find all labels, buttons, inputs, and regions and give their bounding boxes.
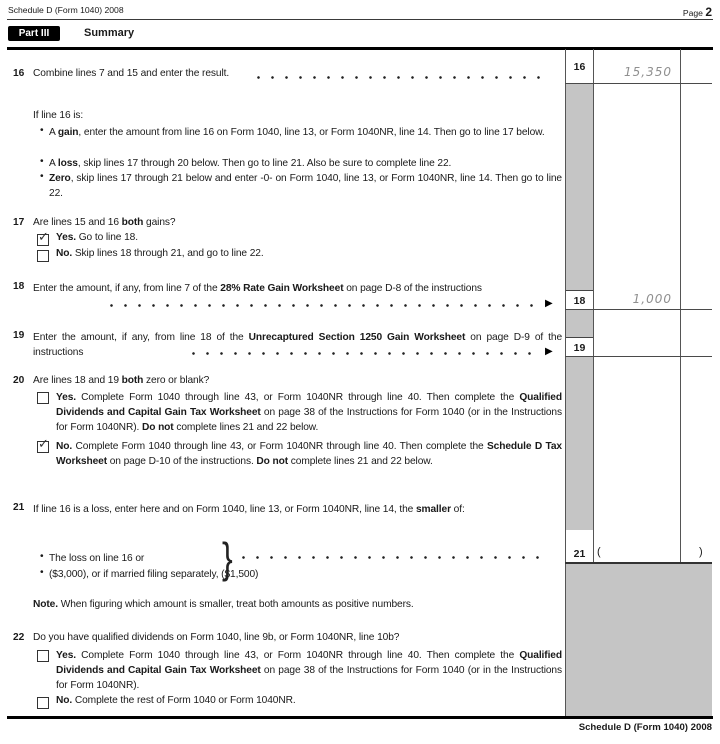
table-border-left (565, 49, 566, 718)
line-18-box-label: 18 (566, 290, 593, 310)
row-line-16-rule (565, 83, 712, 84)
header-rule (7, 19, 713, 20)
checkbox-22-no[interactable] (37, 697, 49, 709)
arrow-right-icon: ▶ (545, 298, 553, 309)
line-20-number: 20 (13, 375, 25, 386)
checkbox-20-no[interactable] (37, 437, 49, 453)
check-icon: ✓ (38, 230, 49, 245)
line-22-question: Do you have qualified dividends on Form 1040, line 9b, or Form 1040NR, line 10b? (33, 632, 400, 643)
bottom-rule (7, 716, 713, 719)
row-line-21-rule (565, 562, 712, 564)
bullet-icon: • (40, 567, 44, 578)
part-iii-badge: Part III (8, 26, 60, 41)
line-16-branch-intro: If line 16 is: (33, 110, 84, 121)
dot-leader (257, 76, 550, 79)
line-17-yes-label: Yes. Go to line 18. (56, 232, 138, 243)
page-label: Page (682, 8, 703, 18)
checkbox-20-yes[interactable] (37, 392, 49, 404)
bullet-icon: • (40, 171, 44, 182)
line-21-number: 21 (13, 502, 25, 513)
check-icon: ✓ (38, 437, 49, 452)
row-line-18-rule (565, 309, 712, 310)
header-page (683, 5, 712, 19)
line-16-bullet-zero (40, 171, 562, 201)
bottom-shaded-block (566, 564, 712, 716)
line-18-amount-field[interactable]: 1,000 (632, 292, 672, 306)
line-18-number: 18 (13, 281, 25, 292)
line-21-text: If line 16 is a loss, enter here and on Form 1040, line 13, or Form 1040NR, line 14, the smaller of: (33, 504, 465, 515)
line-22-yes-label: Yes. Complete Form 1040 through line 43, or Form 1040NR through line 40. Then complete the Qualified Dividends and Capital Gain Tax Worksheet on page 38 of the Instructions for Form 1040 (or in the Instructions for Form 1040NR). (56, 650, 562, 691)
bullet-text: ($3,000), or if married filing separately, ($1,500) (49, 569, 259, 580)
row-line-19-rule (565, 356, 712, 357)
footer-form-title: Schedule D (Form 1040) 2008 (578, 722, 712, 733)
line-16-text: Combine lines 7 and 15 and enter the result. (33, 68, 230, 79)
line-20-no-label: No. Complete Form 1040 through line 43, or Form 1040NR through line 40. Then complete the Schedule D Tax Worksheet on page D-10 of the instructions. Do not complete lines 21 and 22 below. (56, 441, 562, 467)
checkbox-17-yes[interactable] (37, 230, 49, 246)
line-21-paren-close: ) (699, 546, 703, 558)
line-16-bullet-loss (40, 156, 562, 171)
line-21-option-3000 (40, 567, 320, 582)
checkbox-22-yes[interactable] (37, 650, 49, 662)
line-21-note: Note. When figuring which amount is smaller, treat both amounts as positive numbers. (33, 599, 414, 610)
part-iii-title: Summary (84, 27, 135, 39)
bullet-text: Zero, skip lines 17 through 21 below and enter -0- on Form 1040, line 13, or Form 1040NR, line 14. Then go to line 22. (49, 173, 562, 199)
header-form-title: Schedule D (Form 1040) 2008 (8, 5, 124, 15)
line-19-text: Enter the amount, if any, from line 18 of the Unrecaptured Section 1250 Gain Worksheet on page D-9 of the instructions (33, 332, 563, 358)
line-16-amount-field[interactable]: 15,350 (624, 65, 672, 79)
line-21-box-label: 21 (566, 530, 593, 562)
bullet-text: A loss, skip lines 17 through 20 below. Then go to line 21. Also be sure to complete line 22. (49, 158, 452, 169)
line-17-no-label: No. Skip lines 18 through 21, and go to line 22. (56, 248, 264, 259)
table-border-cents (680, 49, 681, 563)
line-19-box-label: 19 (566, 337, 593, 357)
bullet-text: A gain, enter the amount from line 16 on Form 1040, line 13, or Form 1040NR, line 14. Then go to line 17 below. (49, 127, 545, 138)
dot-leader (110, 304, 535, 307)
line-20-question: Are lines 18 and 19 both zero or blank? (33, 375, 210, 386)
checkbox-17-no[interactable] (37, 250, 49, 262)
bullet-icon: • (40, 551, 44, 562)
line-22-number: 22 (13, 632, 25, 643)
bullet-text: The loss on line 16 or (49, 553, 145, 564)
line-22-no-label: No. Complete the rest of Form 1040 or Form 1040NR. (56, 695, 296, 706)
table-border-amount (593, 49, 594, 563)
arrow-right-icon: ▶ (545, 346, 553, 357)
line-20-yes-label: Yes. Complete Form 1040 through line 43, or Form 1040NR through line 40. Then complete the Qualified Dividends and Capital Gain Tax Worksheet on page 38 of the Instructions for Form 1040 (or in the Instructions for Form 1040NR). Do not complete lines 21 and 22 below. (56, 392, 562, 433)
page-number: 2 (705, 5, 712, 19)
line-17-question: Are lines 15 and 16 both gains? (33, 217, 176, 228)
line-19-number: 19 (13, 330, 25, 341)
dot-leader (242, 556, 548, 559)
line-16-bullet-gain (40, 125, 562, 140)
line-21-paren-open: ( (597, 546, 601, 558)
line-16-number: 16 (13, 68, 25, 79)
line-16-box-label: 16 (566, 50, 593, 83)
section-divider (7, 47, 713, 50)
brace-icon: } (222, 534, 233, 582)
dot-leader (192, 352, 535, 355)
line-18-text: Enter the amount, if any, from line 7 of the 28% Rate Gain Worksheet on page D-8 of the instructions (33, 283, 482, 294)
bullet-icon: • (40, 156, 44, 167)
bullet-icon: • (40, 125, 44, 136)
line-17-number: 17 (13, 217, 25, 228)
